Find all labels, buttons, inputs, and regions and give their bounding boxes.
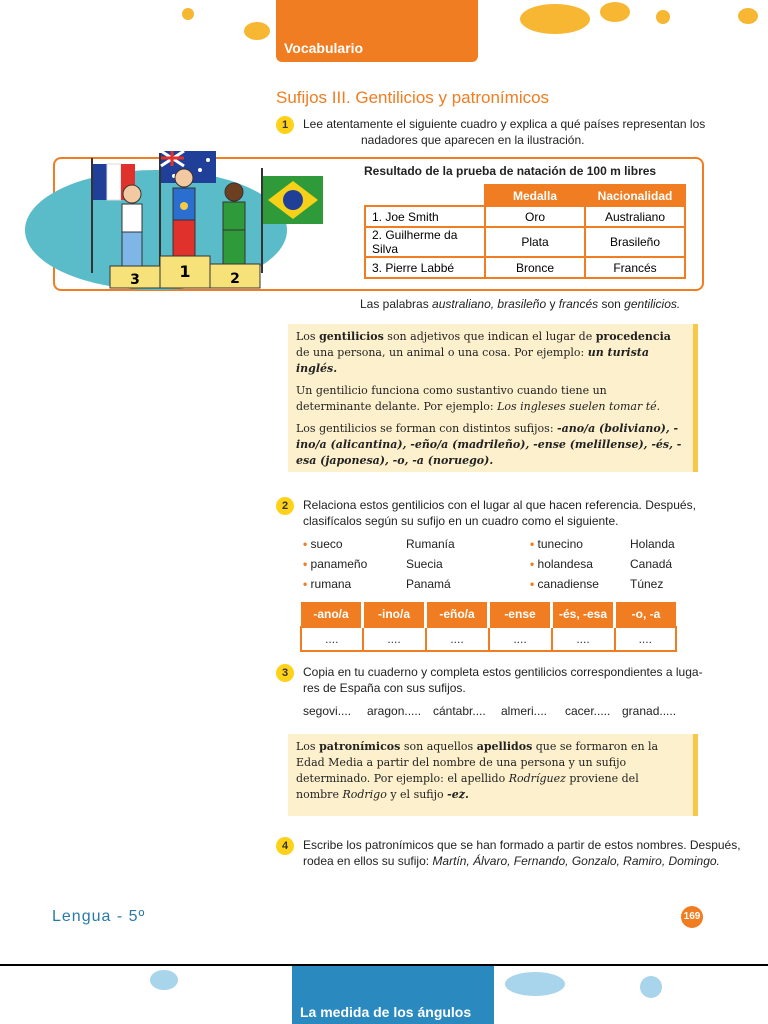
swimmers-podium-illustration [80, 148, 340, 293]
swimmer-gold [173, 169, 195, 256]
gentilicio-note: Las palabras australiano, brasileño y francés son gentilicios. [360, 297, 681, 311]
table-row [365, 206, 685, 227]
brazil-flag-icon [263, 176, 323, 224]
nationality-cell: Brasileño [585, 227, 685, 257]
nationality-cell: Francés [585, 257, 685, 278]
subject-footer: Lengua - 5º [52, 908, 146, 925]
suffix-header: -és, -esa [552, 602, 615, 627]
paint-splat [520, 4, 590, 34]
swimmer-name: 3. Pierre Labbé [365, 257, 485, 278]
suffix-cell: .... [552, 627, 615, 651]
podium-place-1: 1 [179, 262, 191, 281]
exercise-1-instruction-line1: Lee atentamente el siguiente cuadro y explica a qué países representan los [303, 117, 706, 131]
suffix-cell: .... [301, 627, 363, 651]
swimmer-bronze [122, 185, 142, 266]
column-header-nationality: Nacionalidad [585, 185, 685, 206]
list-item: Panamá [406, 577, 451, 591]
list-item: • rumana [303, 577, 352, 591]
exercise-1-instruction-line2: nadadores que aparecen en la ilustración. [361, 133, 585, 147]
definition-paragraph: Los gentilicios se forman con distintos sufijos: -ano/a (boliviano), -ino/a (alicantina), -eño/a (madrileño), -ense (melillense), -és, -esa (japonesa), -o, -a (noruego). [296, 422, 682, 467]
results-table [364, 184, 686, 279]
medal-cell: Plata [485, 227, 585, 257]
definition-paragraph: Un gentilicio funciona como sustantivo cuando tiene un determinante delante. Por ejemplo: Los ingleses suelen tomar té. [296, 384, 661, 413]
list-item: Suecia [406, 557, 443, 571]
suffix-header: -eño/a [426, 602, 489, 627]
list-item: Rumanía [406, 537, 455, 551]
medal-cell: Bronce [485, 257, 585, 278]
next-page-preview [0, 966, 768, 1024]
incomplete-gentilicio: segovi.... [303, 704, 352, 718]
suffix-cell: .... [363, 627, 426, 651]
suffix-cell: .... [489, 627, 552, 651]
incomplete-gentilicio: granad..... [622, 704, 677, 718]
page-title: Sufijos III. Gentilicios y patronímicos [276, 88, 550, 107]
exercise-4-instruction-line1: Escribe los patronímicos que se han formado a partir de estos nombres. Después, [303, 838, 741, 852]
paint-splat [505, 972, 565, 996]
swimmer-silver [223, 183, 245, 264]
medal-cell: Oro [485, 206, 585, 227]
list-item: • holandesa [530, 557, 593, 571]
swimmer-name: 2. Guilherme da Silva [365, 227, 485, 257]
exercise-number: 1 [276, 116, 294, 134]
list-item: • tunecino [530, 537, 583, 551]
incomplete-gentilicio: almeri.... [501, 704, 548, 718]
patronimicos-definition-box [288, 734, 698, 816]
suffix-header: -ense [489, 602, 552, 627]
incomplete-gentilicio: cántabr.... [433, 704, 486, 718]
paint-splat [182, 8, 194, 20]
list-item: Canadá [630, 557, 673, 571]
list-item: • canadiense [530, 577, 599, 591]
list-item: Holanda [630, 537, 675, 551]
definition-paragraph: Los gentilicios son adjetivos que indican el lugar de procedencia de una persona, un animal o una cosa. Por ejemplo: un turista inglés. [296, 330, 671, 375]
exercise-number: 3 [276, 664, 294, 682]
results-table-caption: Resultado de la prueba de natación de 100 m libres [364, 164, 657, 178]
paint-splat [640, 976, 662, 998]
podium-place-2: 2 [230, 271, 240, 287]
column-header-medal: Medalla [485, 185, 585, 206]
swimmer-name: 1. Joe Smith [365, 206, 485, 227]
suffix-header: -ino/a [363, 602, 426, 627]
exercise-2-instruction-line1: Relaciona estos gentilicios con el lugar al que hacen referencia. Después, [303, 498, 696, 512]
exercise-3-instruction-line2: res de España con sus sufijos. [303, 681, 466, 695]
table-row [365, 227, 685, 257]
next-section-tab-label: La medida de los ángulos [300, 1004, 472, 1020]
definition-paragraph: Los patronímicos son aquellos apellidos que se formaron en la Edad Media a partir del nombre de una persona y un sufijo determinado. Por ejemplo: el apellido Rodríguez proviene del nombre Rodrigo y el sufijo -ez. [296, 740, 659, 801]
list-item: Túnez [630, 577, 664, 591]
exercise-3-instruction-line1: Copia en tu cuaderno y completa estos gentilicios correspondientes a luga- [303, 665, 703, 679]
gentilicios-definition-box [288, 324, 698, 472]
next-section-tab [292, 966, 494, 1024]
list-item: • sueco [303, 537, 343, 551]
section-tab-label: Vocabulario [284, 40, 364, 56]
exercise-number: 4 [276, 837, 294, 855]
exercise-2-instruction-line2: clasifícalos según su sufijo en un cuadro como el siguiente. [303, 514, 619, 528]
nationality-cell: Australiano [585, 206, 685, 227]
suffix-cell: .... [615, 627, 677, 651]
section-tab [276, 0, 478, 62]
paint-splat [600, 2, 630, 22]
exercise-4-instruction-line2: rodea en ellos su sufijo: Martín, Álvaro, Fernando, Gonzalo, Ramiro, Domingo. [303, 854, 720, 868]
paint-splat [656, 10, 670, 24]
paint-splat [150, 970, 178, 990]
exercise-number: 2 [276, 497, 294, 515]
suffix-header: -o, -a [615, 602, 677, 627]
table-row [301, 627, 676, 651]
list-item: • panameño [303, 557, 368, 571]
suffix-header: -ano/a [301, 602, 363, 627]
page-number: 169 [681, 906, 703, 928]
suffix-cell: .... [426, 627, 489, 651]
suffix-table [300, 602, 677, 652]
incomplete-gentilicio: aragon..... [367, 704, 422, 718]
paint-splat [244, 22, 270, 40]
podium-place-3: 3 [130, 272, 140, 288]
table-row [365, 257, 685, 278]
incomplete-gentilicio: cacer..... [565, 704, 611, 718]
paint-splat [738, 8, 758, 24]
